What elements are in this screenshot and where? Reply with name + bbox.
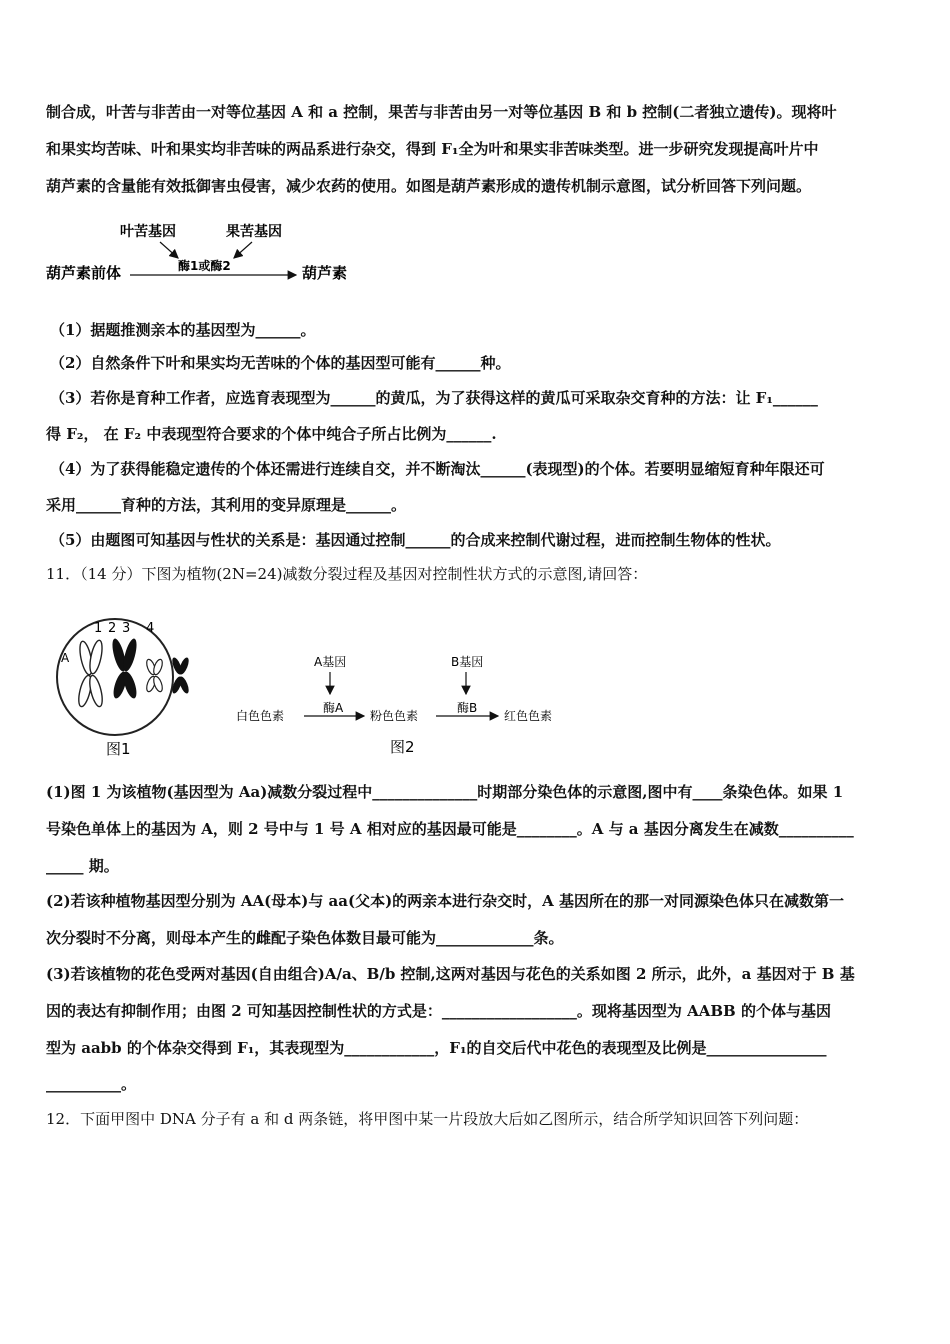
q10-part-1: （1）据题推测亲本的基因型为______。 [50,321,316,339]
figure-2-label: 图2 [390,738,415,756]
gene-a-label: A [61,651,70,665]
q12-header: 12．下面甲图中 DNA 分子有 a 和 d 两条链，将甲图中某一片段放大后如乙图所示，结合所学知识回答下列问题： [46,1110,809,1128]
fruit-gene-arrow [234,242,252,258]
gene-b-node: B基因 [451,655,484,669]
leaf-gene-arrow [160,242,178,258]
q11-header: 11．（14 分）下图为植物(2N=24)减数分裂过程及基因对控制性状方式的示意图,请回答： [46,565,648,583]
chromosome-pair-1-2 [76,639,104,707]
q10-part-4a: （4）为了获得能稳定遗传的个体还需进行连续自交，并不断淘汰______(表现型)的个体。若要明显缩短育种年限还可 [50,460,825,478]
q11-part-2a: (2)若该种植物基因型分别为 AA(母本)与 aa(父本)的两亲本进行杂交时，A 基因所在的那一对同源染色体只在减数第一 [46,892,845,910]
q10-part-2: （2）自然条件下叶和果实均无苦味的个体的基因型可能有______种。 [50,354,511,372]
q10-part-4b: 采用______育种的方法，其利用的变异原理是______。 [46,496,407,514]
chromatid-number-2: 2 [108,621,117,636]
q10-part-3a: （3）若你是育种工作者，应选育表现型为______的黄瓜，为了获得这样的黄瓜可采取杂交育种的方法：让 F₁______ [50,389,818,407]
fruit-gene-label: 果苦基因 [226,224,282,240]
white-pigment: 白色色素 [236,709,285,723]
precursor-label: 葫芦素前体 [46,264,122,282]
q11-part-3c: 型为 aabb 的个体杂交得到 F₁，其表现型为____________，F₁的自交后代中花色的表现型及比例是________________ [46,1039,827,1057]
q11-part-1b: 号染色单体上的基因为 A，则 2 号中与 1 号 A 相对应的基因最可能是________。A 与 a 基因分离发生在减数__________ [46,820,854,838]
pink-pigment: 粉色色素 [370,709,419,723]
q10-part-3b: 得 F₂， 在 F₂ 中表现型符合要求的个体中纯合子所占比例为______. [46,425,497,443]
q11-part-1c: _____ 期。 [46,857,119,875]
q11-part-2b: 次分裂时不分离，则母本产生的雌配子染色体数目最可能为_____________条。 [46,929,564,947]
intro-line-1: 制合成，叶苦与非苦由一对等位基因 A 和 a 控制，果苦与非苦由另一对等位基因 B 和 b 控制(二者独立遗传)。现将叶 [46,103,837,121]
leaf-gene-label: 叶苦基因 [120,224,176,240]
gene-a-node: A基因 [314,655,347,669]
product-label: 葫芦素 [302,264,348,282]
q10-part-5: （5）由题图可知基因与性状的关系是：基因通过控制______的合成来控制代谢过程，进而控制生物体的性状。 [50,531,781,549]
chromatid-number-4: 4 [146,621,155,636]
chromatid-number-1: 1 [94,621,103,636]
enzyme-label: 酶1或酶2 [178,259,231,273]
enzyme-b-label: 酶B [457,701,478,715]
q11-part-3d: __________。 [46,1075,137,1093]
chromosome-pair-3-4 [110,637,139,700]
q11-part-3a: (3)若该植物的花色受两对基因(自由组合)A/a、B/b 控制,这两对基因与花色的关系如图 2 所示，此外，a 基因对于 B 基 [46,965,855,983]
figure-1 [50,612,190,762]
intro-line-3: 葫芦素的含量能有效抵御害虫侵害，减少农药的使用。如图是葫芦素形成的遗传机制示意图，试分析回答下列问题。 [46,177,812,195]
red-pigment: 红色色素 [504,709,553,723]
figure-2 [230,650,580,760]
q11-part-3b: 因的表达有抑制作用；由图 2 可知基因控制性状的方式是：__________________。现将基因型为 AABB 的个体与基因 [46,1002,831,1020]
chromatid-number-3: 3 [122,621,131,636]
figure-1-label: 图1 [106,740,131,758]
intro-line-2: 和果实均苦味、叶和果实均非苦味的两品系进行杂交，得到 F₁全为叶和果实非苦味类型。进一步研究发现提高叶片中 [46,140,819,158]
q11-part-1a: (1)图 1 为该植物(基因型为 Aa)减数分裂过程中______________时期部分染色体的示意图,图中有____条染色体。如果 1 [46,783,844,801]
small-chromosome-outlined [145,658,164,692]
enzyme-a-label: 酶A [323,701,344,715]
cucurbitacin-diagram [40,218,370,288]
